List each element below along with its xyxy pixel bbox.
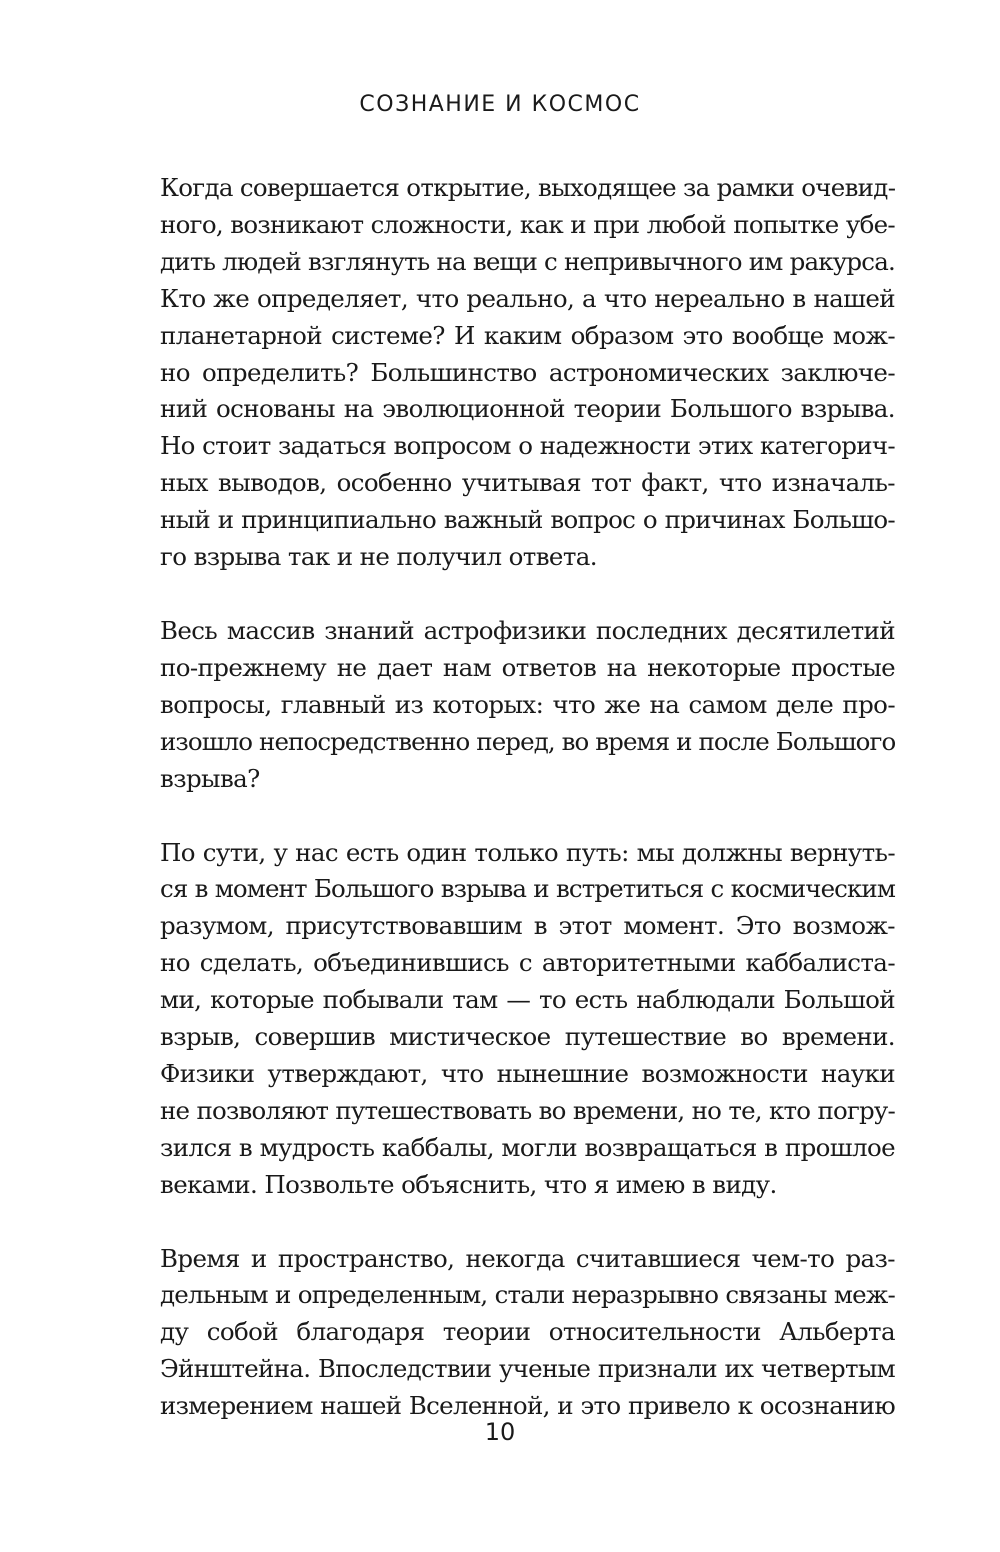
- text-line: Физики утверждают, что нынешние возможности науки: [160, 1058, 895, 1088]
- text-line: дить людей взглянуть на вещи с непривычного им ракурса.: [160, 246, 895, 276]
- text-line: измерением нашей Вселенной, и это привело к осознанию: [160, 1391, 895, 1421]
- text-line: но определить? Большинство астрономических заключе-: [160, 357, 895, 387]
- text-line: Весь массив знаний астрофизики последних десятилетий: [160, 615, 895, 645]
- text-line: дельным и определенным, стали неразрывно связаны меж-: [160, 1280, 895, 1310]
- text-line: разумом, присутствовавшим в этот момент. Это возмож-: [160, 911, 895, 941]
- text-line: Время и пространство, некогда считавшиеся чем-то раз-: [160, 1243, 895, 1273]
- text-line: Когда совершается открытие, выходящее за рамки очевид-: [160, 173, 896, 202]
- paragraph-2: [160, 613, 895, 798]
- paragraph-1: [160, 170, 895, 576]
- text-line: ний основаны на эволюционной теории Большого взрыва.: [160, 394, 895, 424]
- text-line: По сути, у нас есть один только путь: мы должны вернуть-: [160, 837, 895, 867]
- text-line: вопросы, главный из которых: что же на самом деле про-: [160, 689, 895, 719]
- text-line: не позволяют путешествовать во времени, но те, кто погру-: [160, 1095, 895, 1125]
- text-line: ду собой благодаря теории относительности Альберта: [160, 1317, 895, 1347]
- text-line: взрыва?: [160, 763, 260, 793]
- text-line: ных выводов, особенно учитывая тот факт, что изначаль-: [160, 468, 895, 498]
- page-body: [160, 170, 895, 1425]
- text-line: изошло непосредственно перед, во время и после Большого: [160, 726, 896, 756]
- page-number: 10: [484, 1418, 516, 1446]
- text-line: ми, которые побывали там — то есть наблюдали Большой: [160, 985, 895, 1015]
- text-line: Кто же определяет, что реально, а что нереально в нашей: [160, 283, 895, 313]
- text-line: но сделать, объединившись с авторитетными каббалиста-: [160, 948, 895, 978]
- text-line: зился в мудрость каббалы, могли возвращаться в прошлое: [160, 1132, 895, 1162]
- text-line: ный и принципиально важный вопрос о причинах Большо-: [160, 505, 895, 535]
- text-line: веками. Позвольте объяснить, что я имею в виду.: [160, 1169, 777, 1199]
- text-line: планетарной системе? И каким образом это вообще мож-: [160, 320, 895, 350]
- paragraph-3: [160, 835, 895, 1204]
- text-line: Эйнштейна. Впоследствии ученые признали их четвертым: [160, 1354, 895, 1384]
- text-line: ного, возникают сложности, как и при любой попытке убе-: [160, 209, 895, 239]
- paragraph-gap: [160, 1204, 895, 1241]
- text-line: ся в момент Большого взрыва и встретиться с космическим: [160, 874, 895, 904]
- paragraph-gap: [160, 798, 895, 835]
- text-line: по-прежнему не дает нам ответов на некоторые простые: [160, 652, 895, 682]
- paragraph-4: [160, 1241, 895, 1426]
- text-line: взрыв, совершив мистическое путешествие во времени.: [160, 1022, 895, 1052]
- paragraph-gap: [160, 576, 895, 613]
- text-line: Но стоит задаться вопросом о надежности этих категорич-: [160, 431, 895, 461]
- running-title: СОЗНАНИЕ И КОСМОС: [359, 92, 641, 117]
- text-line: го взрыва так и не получил ответа.: [160, 542, 597, 572]
